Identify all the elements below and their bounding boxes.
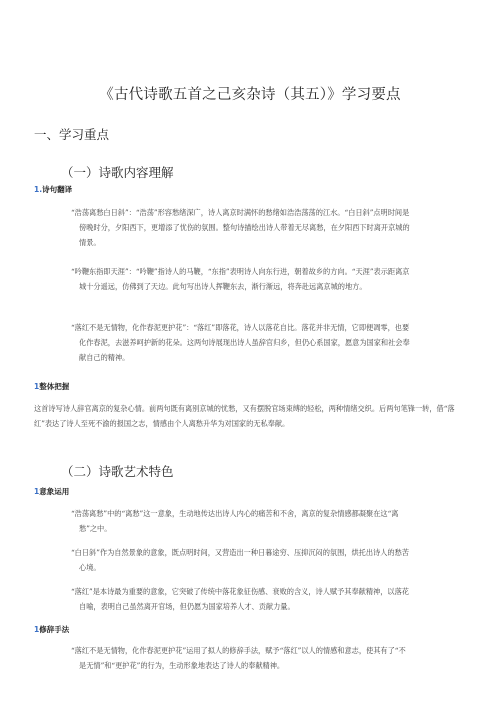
- heading-label: 整体把握: [39, 382, 70, 391]
- paragraph-imagery-sorrow: “浩荡离愁”中的“离愁”这一意象，生动地传达出诗人内心的痛苦和不舍，离京的复杂情感都凝聚在这“离愁”之中。: [71, 509, 399, 533]
- heading-number: 1: [34, 487, 40, 496]
- heading-number: 1.: [34, 185, 43, 194]
- heading-label: 修辞手法: [39, 625, 70, 634]
- heading-label: 意象运用: [39, 487, 70, 496]
- document-title: 《古代诗歌五首之己亥杂诗（其五）》学习要点: [99, 87, 401, 103]
- heading-overall: [34, 381, 69, 392]
- paragraph-imagery-sunset: “白日斜”作为自然景象的意象，既点明时间，又营造出一种日暮途穷、压抑沉闷的氛围，烘托出诗人的愁苦心境。: [71, 548, 409, 572]
- heading-translation: [34, 184, 72, 195]
- heading-label: 诗句翻译: [42, 185, 73, 194]
- heading-number: 1: [34, 625, 40, 634]
- subsection-heading-artistry: （二）诗歌艺术特色: [61, 464, 174, 479]
- paragraph-imagery-fallen-petals: “落红”是本诗最为重要的意象，它突破了传统中落花象征伤感、衰败的含义，诗人赋予其奉献精神，以落花自喻，表明自己虽然离开官场，但仍愿为国家培养人才、贡献力量。: [71, 587, 409, 611]
- paragraph-line34-translation: “落红不是无情物，化作春泥更护花”：“落红”即落花，诗人以落花自比。落花并非无情，它即便凋零，也要化作春泥，去滋养呵护新的花朵。这两句诗展现出诗人虽辞官归乡，但仍心系国家，愿意为国家和社会奉献自己的精神。: [71, 323, 410, 362]
- paragraph-rhetoric: “落红不是无情物，化作春泥更护花”运用了拟人的修辞手法，赋予“落红”以人的情感和意志，使其有了“不是无情”和“更护花”的行为，生动形象地表达了诗人的奉献精神。: [71, 646, 406, 670]
- paragraph-line1-translation: “浩荡离愁白日斜”：“浩荡”形容愁绪深广，诗人离京时满怀的愁绪如浩浩荡荡的江水。“白日斜”点明时间是傍晚时分，夕阳西下，更增添了忧伤的氛围。整句诗描绘出诗人带着无尽离愁，在夕阳西下时离开京城的情景。: [71, 208, 410, 247]
- section-heading-study-focus: 一、学习重点: [34, 127, 110, 142]
- paragraph-line2-translation: “吟鞭东指即天涯”：“吟鞭”指诗人的马鞭，“东指”表明诗人向东行进，朝着故乡的方向。“天涯”表示距离京城十分遥远，仿佛到了天边。此句写出诗人挥鞭东去，渐行渐远，将奔赴远离京城的地方。: [71, 267, 410, 291]
- heading-rhetoric: [34, 624, 69, 635]
- subsection-heading-content: （一）诗歌内容理解: [61, 165, 174, 180]
- paragraph-overall: 这首诗写诗人辞官离京的复杂心情。前两句既有离别京城的忧愁，又有摆脱官场束缚的轻松，两种情绪交织。后两句笔锋一转，借“落红”表达了诗人至死不渝的报国之志，情感由个人离愁升华为对国家的无私奉献。: [34, 404, 455, 428]
- heading-number: 1: [34, 382, 40, 391]
- heading-imagery: [34, 486, 69, 497]
